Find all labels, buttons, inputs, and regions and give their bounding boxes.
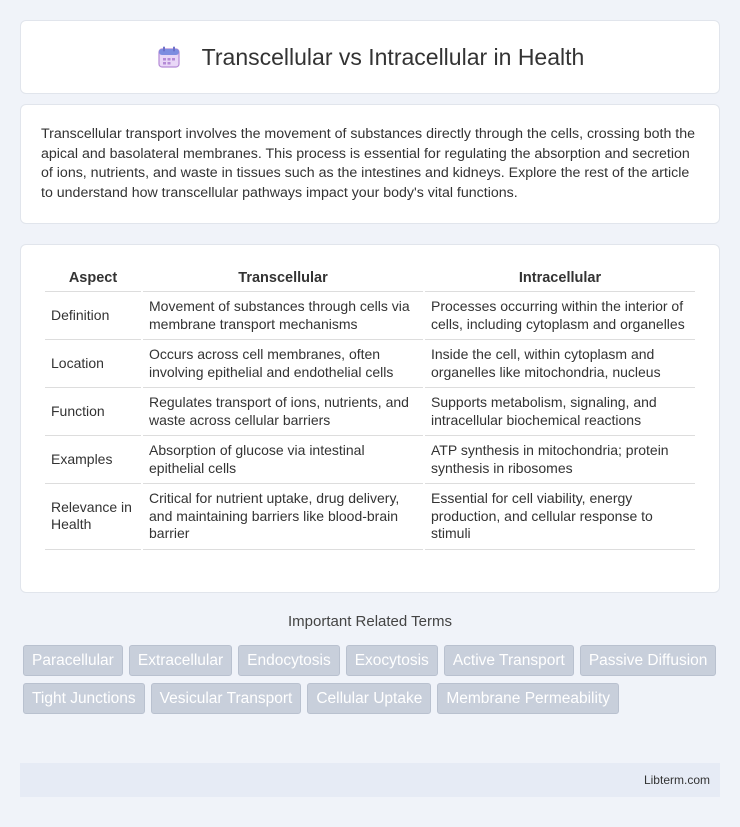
table-cell-transcellular: Absorption of glucose via intestinal epithelial cells <box>143 436 423 484</box>
table-row <box>45 388 695 436</box>
related-terms-list <box>23 645 723 714</box>
tag-vesicular-transport[interactable]: Vesicular Transport <box>151 683 302 714</box>
calendar-icon <box>156 44 182 70</box>
table-header-row <box>45 263 695 292</box>
table-row <box>45 436 695 484</box>
table-cell-aspect: Function <box>45 388 141 436</box>
table-row <box>45 484 695 550</box>
footer <box>20 763 720 797</box>
intro-text: Transcellular transport involves the movement of substances directly through the cells, crossing both the apical and basolateral membranes. This process is essential for regulating the absorption and secretion of ions, nutrients, and waste in tissues such as the intestines and kidneys. Explore the rest of the article to understand how transcellular pathways impact your body's vital functions. <box>41 126 695 201</box>
table-cell-transcellular: Critical for nutrient uptake, drug delivery, and maintaining barriers like blood-brain barrier <box>143 484 423 550</box>
table-cell-intracellular: Processes occurring within the interior of cells, including cytoplasm and organelles <box>425 292 695 340</box>
table-row <box>45 292 695 340</box>
tag-paracellular[interactable]: Paracellular <box>23 645 123 676</box>
table-cell-transcellular: Movement of substances through cells via membrane transport mechanisms <box>143 292 423 340</box>
tag-passive-diffusion[interactable]: Passive Diffusion <box>580 645 717 676</box>
comparison-table-card <box>20 244 720 593</box>
footer-brand[interactable]: Libterm.com <box>643 773 710 787</box>
table-cell-intracellular: ATP synthesis in mitochondria; protein synthesis in ribosomes <box>425 436 695 484</box>
table-cell-aspect: Relevance in Health <box>45 484 141 550</box>
table-cell-intracellular: Inside the cell, within cytoplasm and organelles like mitochondria, nucleus <box>425 340 695 388</box>
column-header-transcellular: Transcellular <box>143 263 423 292</box>
column-header-aspect: Aspect <box>45 263 141 292</box>
table-cell-aspect: Definition <box>45 292 141 340</box>
tag-endocytosis[interactable]: Endocytosis <box>238 645 340 676</box>
tag-extracellular[interactable]: Extracellular <box>129 645 232 676</box>
tag-active-transport[interactable]: Active Transport <box>444 645 574 676</box>
column-header-intracellular: Intracellular <box>425 263 695 292</box>
table-cell-aspect: Examples <box>45 436 141 484</box>
page-title: Transcellular vs Intracellular in Health <box>201 43 585 70</box>
tag-tight-junctions[interactable]: Tight Junctions <box>23 683 145 714</box>
table-cell-transcellular: Regulates transport of ions, nutrients, and waste across cellular barriers <box>143 388 423 436</box>
tag-membrane-permeability[interactable]: Membrane Permeability <box>437 683 619 714</box>
related-terms-title: Important Related Terms <box>288 613 452 630</box>
tag-cellular-uptake[interactable]: Cellular Uptake <box>307 683 431 714</box>
table-cell-aspect: Location <box>45 340 141 388</box>
table-cell-intracellular: Supports metabolism, signaling, and intracellular biochemical reactions <box>425 388 695 436</box>
table-row <box>45 340 695 388</box>
comparison-table <box>43 263 697 550</box>
table-cell-transcellular: Occurs across cell membranes, often involving epithelial and endothelial cells <box>143 340 423 388</box>
table-cell-intracellular: Essential for cell viability, energy production, and cellular response to stimuli <box>425 484 695 550</box>
tag-exocytosis[interactable]: Exocytosis <box>346 645 438 676</box>
intro-card <box>20 104 720 224</box>
header-card <box>20 20 720 94</box>
